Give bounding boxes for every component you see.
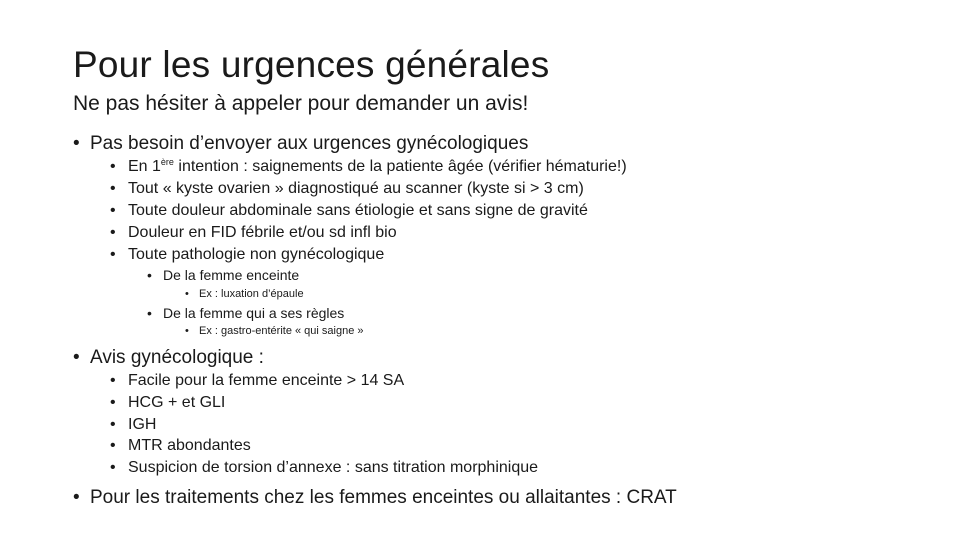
list-item-text: En 1 [128,158,161,175]
list-item: • Suspicion de torsion d’annexe : sans titration morphinique [128,459,538,477]
list-item: • Douleur en FID fébrile et/ou sd infl bio [128,224,397,242]
list-item: • Toute douleur abdominale sans étiologie et sans signe de gravité [128,202,588,220]
section-heading-treatments: • Pour les traitements chez les femmes enceintes ou allaitantes : CRAT [90,487,677,509]
section-heading-no-referral: • Pas besoin d’envoyer aux urgences gynécologiques [90,133,528,155]
example-item: • Ex : gastro-entérite « qui saigne » [199,325,363,337]
list-item [128,158,627,176]
slide-title: Pour les urgences générales [73,44,550,85]
list-item: • HCG + et GLI [128,394,225,412]
list-item: • Tout « kyste ovarien » diagnostiqué au scanner (kyste si > 3 cm) [128,180,584,198]
example-item: • Ex : luxation d’épaule [199,288,304,300]
section-heading-gyn-opinion: • Avis gynécologique : [90,347,264,369]
list-item: • IGH [128,416,156,434]
sub-list-item: • De la femme qui a ses règles [163,305,344,321]
superscript: ère [160,157,174,167]
list-item: • Toute pathologie non gynécologique [128,246,384,264]
list-item-text: intention : saignements de la patiente âgée (vérifier hématurie!) [173,158,627,175]
slide-subtitle: Ne pas hésiter à appeler pour demander un avis! [73,92,529,115]
list-item: • Facile pour la femme enceinte > 14 SA [128,372,404,390]
list-item: • MTR abondantes [128,437,251,455]
sub-list-item: • De la femme enceinte [163,267,299,283]
